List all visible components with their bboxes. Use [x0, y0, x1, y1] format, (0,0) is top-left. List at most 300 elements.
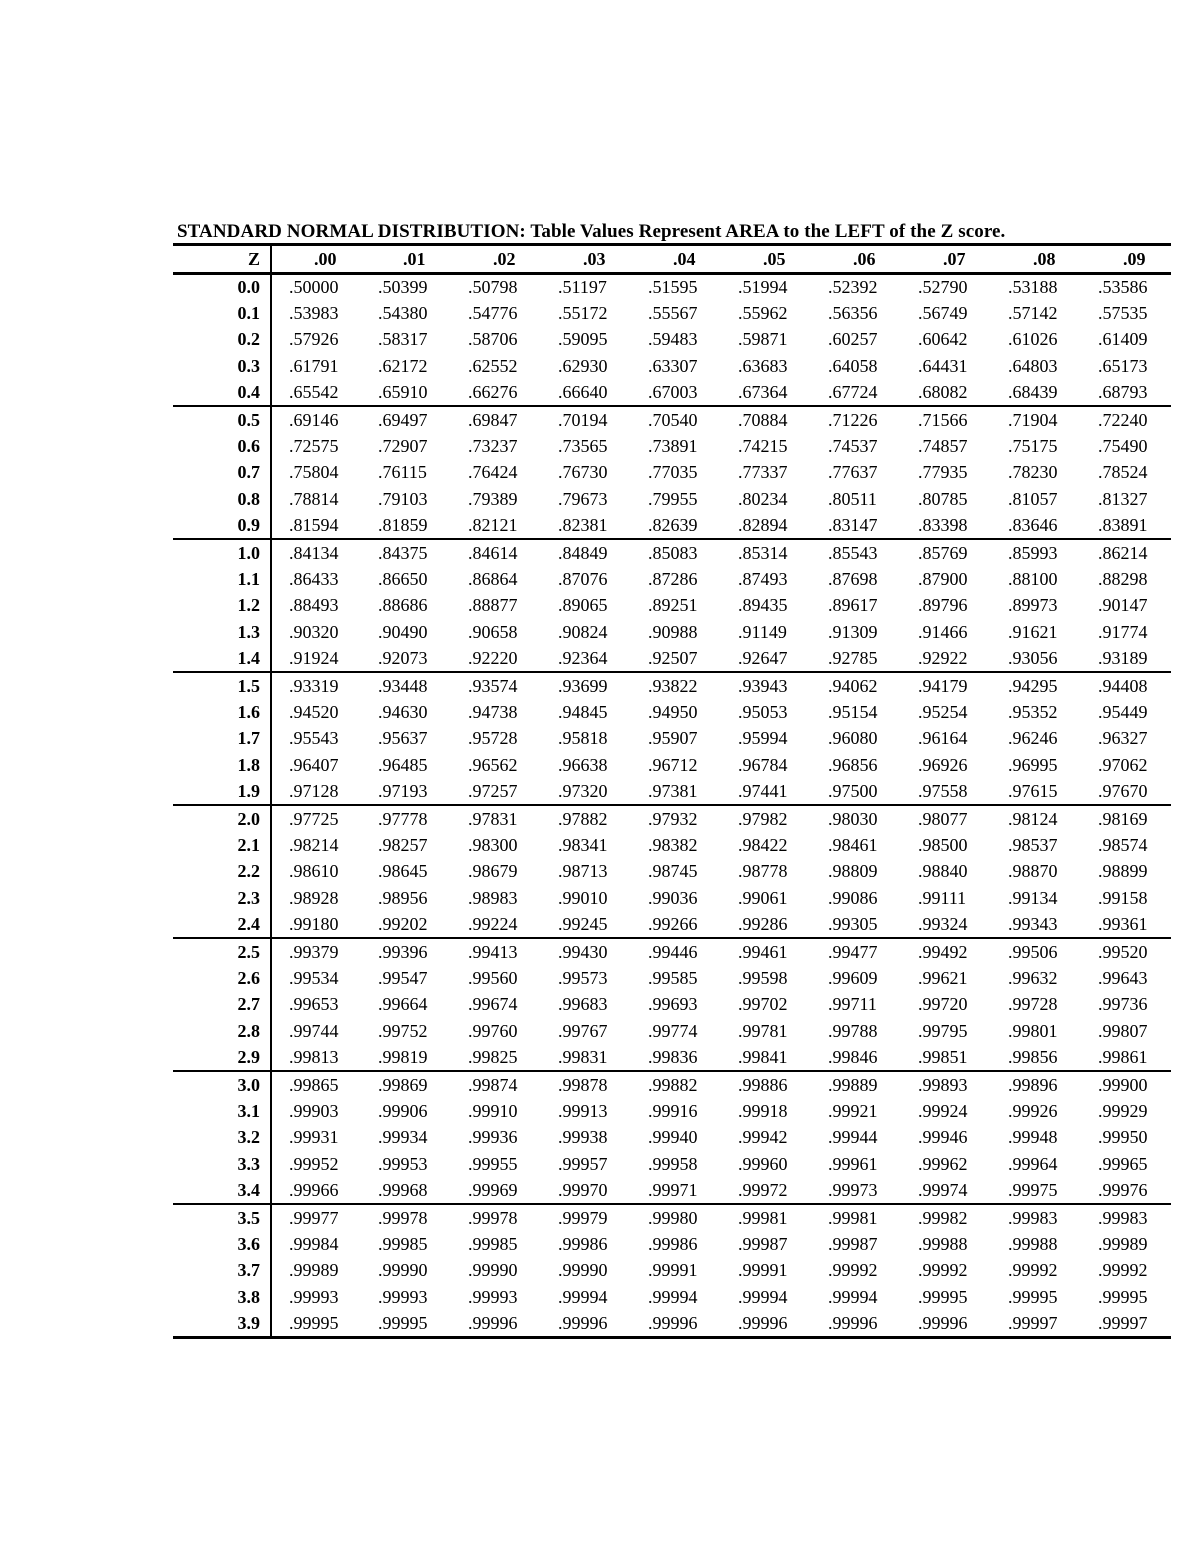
probability-cell: .82381: [541, 513, 631, 540]
probability-cell: .89617: [828, 595, 878, 616]
probability-cell: .99245: [541, 912, 631, 939]
probability-cell: .99683: [558, 994, 608, 1015]
probability-cell: .99865: [289, 1074, 339, 1095]
probability-cell: .99801: [1008, 1020, 1058, 1041]
table-row: [173, 1311, 1171, 1338]
probability-cell: .99965: [1098, 1153, 1148, 1174]
probability-cell: .97441: [721, 779, 811, 806]
probability-cell: .71904: [1008, 409, 1058, 430]
probability-cell: .99520: [1098, 941, 1148, 962]
table-row: [173, 380, 1171, 407]
probability-cell: .75804: [289, 462, 339, 483]
probability-cell: .99874: [468, 1074, 518, 1095]
probability-cell: .54776: [468, 302, 518, 323]
probability-cell: .57535: [1098, 302, 1148, 323]
z-value-cell: 0.2: [173, 327, 271, 354]
probability-cell: .52392: [828, 277, 878, 298]
probability-cell: .99774: [648, 1020, 698, 1041]
probability-cell: .99986: [648, 1233, 698, 1254]
probability-cell: .63307: [648, 356, 698, 377]
probability-cell: .99795: [918, 1020, 968, 1041]
probability-cell: .91621: [1008, 622, 1058, 643]
probability-cell: .88877: [468, 595, 518, 616]
table-row: [173, 1125, 1171, 1152]
probability-cell: .87900: [918, 568, 968, 589]
probability-cell: .99990: [558, 1260, 608, 1281]
probability-cell: .99446: [648, 941, 698, 962]
z-value-cell: 2.7: [173, 992, 271, 1019]
probability-cell: .99534: [289, 967, 339, 988]
probability-cell: .62552: [468, 356, 518, 377]
probability-cell: .99886: [738, 1074, 788, 1095]
probability-cell: .52790: [918, 277, 968, 298]
probability-cell: .99931: [289, 1127, 339, 1148]
probability-cell: .99992: [1098, 1260, 1148, 1281]
table-row: [173, 672, 1171, 699]
table-row: [173, 832, 1171, 859]
probability-cell: .89251: [648, 595, 698, 616]
probability-cell: .86433: [289, 568, 339, 589]
probability-cell: .75175: [1008, 435, 1058, 456]
probability-cell: .88493: [289, 595, 339, 616]
probability-cell: .97257: [451, 779, 541, 806]
probability-cell: .99767: [558, 1020, 608, 1041]
probability-cell: .99781: [738, 1020, 788, 1041]
probability-cell: .68793: [1081, 380, 1171, 407]
probability-cell: .90658: [468, 622, 518, 643]
probability-cell: .82121: [451, 513, 541, 540]
probability-cell: .99702: [738, 994, 788, 1015]
z-value-cell: 0.0: [173, 274, 271, 301]
probability-cell: .91309: [828, 622, 878, 643]
probability-cell: .93574: [468, 675, 518, 696]
probability-cell: .73565: [558, 435, 608, 456]
probability-cell: .99996: [721, 1311, 811, 1338]
probability-cell: .99598: [738, 967, 788, 988]
probability-cell: .99991: [648, 1260, 698, 1281]
probability-cell: .53586: [1098, 277, 1148, 298]
probability-cell: .98382: [648, 834, 698, 855]
probability-cell: .85993: [1008, 542, 1058, 563]
probability-cell: .84375: [378, 542, 428, 563]
probability-cell: .99736: [1098, 994, 1148, 1015]
z-value-cell: 0.1: [173, 300, 271, 327]
probability-cell: .98645: [378, 861, 428, 882]
table-row: [173, 912, 1171, 939]
column-header: .04: [631, 245, 721, 274]
probability-cell: .99961: [828, 1153, 878, 1174]
table-row: [173, 805, 1171, 832]
probability-cell: .69497: [378, 409, 428, 430]
probability-cell: .99693: [648, 994, 698, 1015]
probability-cell: .89796: [918, 595, 968, 616]
probability-cell: .54380: [378, 302, 428, 323]
probability-cell: .71226: [828, 409, 878, 430]
z-value-cell: 0.9: [173, 513, 271, 540]
probability-cell: .99744: [289, 1020, 339, 1041]
table-row: [173, 353, 1171, 380]
probability-cell: .94738: [468, 701, 518, 722]
probability-cell: .63683: [738, 356, 788, 377]
table-row: [173, 1284, 1171, 1311]
probability-cell: .99989: [1098, 1233, 1148, 1254]
probability-cell: .99988: [918, 1233, 968, 1254]
probability-cell: .98537: [1008, 834, 1058, 855]
probability-cell: .65173: [1098, 356, 1148, 377]
probability-cell: .66640: [541, 380, 631, 407]
probability-cell: .98574: [1098, 834, 1148, 855]
table-row: [173, 274, 1171, 301]
probability-cell: .61026: [1008, 329, 1058, 350]
probability-cell: .79103: [378, 489, 428, 510]
z-table: [173, 243, 1171, 1339]
probability-cell: .81594: [271, 513, 361, 540]
probability-cell: .99996: [451, 1311, 541, 1338]
probability-cell: .76730: [558, 462, 608, 483]
probability-cell: .80234: [738, 489, 788, 510]
z-value-cell: 0.6: [173, 433, 271, 460]
probability-cell: .98679: [468, 861, 518, 882]
probability-cell: .95352: [1008, 701, 1058, 722]
probability-cell: .99955: [468, 1153, 518, 1174]
probability-cell: .96246: [1008, 728, 1058, 749]
probability-cell: .99889: [828, 1074, 878, 1095]
probability-cell: .96327: [1098, 728, 1148, 749]
table-row: [173, 1151, 1171, 1178]
probability-cell: .93943: [738, 675, 788, 696]
probability-cell: .99992: [918, 1260, 968, 1281]
probability-cell: .90320: [289, 622, 339, 643]
probability-cell: .53983: [289, 302, 339, 323]
probability-cell: .98928: [289, 887, 339, 908]
probability-cell: .73891: [648, 435, 698, 456]
probability-cell: .96485: [378, 754, 428, 775]
probability-cell: .96926: [918, 754, 968, 775]
table-row: [173, 566, 1171, 593]
probability-cell: .89973: [1008, 595, 1058, 616]
probability-cell: .78814: [289, 489, 339, 510]
probability-cell: .96995: [1008, 754, 1058, 775]
probability-cell: .99938: [558, 1127, 608, 1148]
probability-cell: .64803: [1008, 356, 1058, 377]
probability-cell: .97381: [631, 779, 721, 806]
probability-cell: .91924: [271, 646, 361, 673]
probability-cell: .99111: [918, 887, 967, 908]
probability-cell: .85083: [648, 542, 698, 563]
table-row: [173, 1231, 1171, 1258]
probability-cell: .91774: [1098, 622, 1148, 643]
probability-cell: .99180: [271, 912, 361, 939]
probability-cell: .59871: [738, 329, 788, 350]
probability-cell: .99632: [1008, 967, 1058, 988]
z-value-cell: 0.8: [173, 486, 271, 513]
probability-cell: .98610: [289, 861, 339, 882]
table-row: [173, 726, 1171, 753]
probability-cell: .98956: [378, 887, 428, 908]
z-value-cell: 1.8: [173, 752, 271, 779]
probability-cell: .77337: [738, 462, 788, 483]
probability-cell: .98778: [738, 861, 788, 882]
probability-cell: .99929: [1098, 1100, 1148, 1121]
probability-cell: .88298: [1098, 568, 1148, 589]
probability-cell: .98257: [378, 834, 428, 855]
table-row: [173, 1178, 1171, 1205]
probability-cell: .98214: [289, 834, 339, 855]
probability-cell: .76424: [468, 462, 518, 483]
probability-cell: .60642: [918, 329, 968, 350]
probability-cell: .80785: [918, 489, 968, 510]
probability-cell: .99664: [378, 994, 428, 1015]
probability-cell: .61409: [1098, 329, 1148, 350]
probability-cell: .73237: [468, 435, 518, 456]
column-header: .01: [361, 245, 451, 274]
probability-cell: .99924: [918, 1100, 968, 1121]
probability-cell: .99984: [289, 1233, 339, 1254]
probability-cell: .96784: [738, 754, 788, 775]
probability-cell: .99430: [558, 941, 608, 962]
probability-cell: .97932: [648, 808, 698, 829]
probability-cell: .84614: [468, 542, 518, 563]
probability-cell: .99841: [721, 1045, 811, 1072]
probability-cell: .67364: [721, 380, 811, 407]
probability-cell: .97831: [468, 808, 518, 829]
probability-cell: .99976: [1081, 1178, 1171, 1205]
probability-cell: .58706: [468, 329, 518, 350]
probability-cell: .99980: [648, 1207, 698, 1228]
probability-cell: .60257: [828, 329, 878, 350]
z-value-cell: 0.4: [173, 380, 271, 407]
probability-cell: .95637: [378, 728, 428, 749]
probability-cell: .94408: [1098, 675, 1148, 696]
probability-cell: .93319: [289, 675, 339, 696]
probability-cell: .99720: [918, 994, 968, 1015]
table-row: [173, 992, 1171, 1019]
probability-cell: .55567: [648, 302, 698, 323]
probability-cell: .97725: [289, 808, 339, 829]
z-value-cell: 3.4: [173, 1178, 271, 1205]
probability-cell: .99981: [738, 1207, 788, 1228]
probability-cell: .99643: [1098, 967, 1148, 988]
probability-cell: .98341: [558, 834, 608, 855]
probability-cell: .90147: [1098, 595, 1148, 616]
probability-cell: .99993: [468, 1286, 518, 1307]
probability-cell: .99461: [738, 941, 788, 962]
page-title: STANDARD NORMAL DISTRIBUTION: Table Values Represent AREA to the LEFT of the Z score.: [177, 221, 1006, 242]
probability-cell: .99997: [1081, 1311, 1171, 1338]
column-header: .03: [541, 245, 631, 274]
probability-cell: .99893: [918, 1074, 968, 1095]
probability-cell: .94845: [558, 701, 608, 722]
probability-cell: .99906: [378, 1100, 428, 1121]
probability-cell: .99986: [558, 1233, 608, 1254]
z-value-cell: 3.3: [173, 1151, 271, 1178]
probability-cell: .62172: [378, 356, 428, 377]
probability-cell: .99286: [721, 912, 811, 939]
z-value-cell: 1.5: [173, 672, 271, 699]
probability-cell: .99573: [558, 967, 608, 988]
table-row: [173, 593, 1171, 620]
probability-cell: .86214: [1098, 542, 1148, 563]
probability-cell: .50000: [289, 277, 339, 298]
probability-cell: .99819: [361, 1045, 451, 1072]
probability-cell: .97882: [558, 808, 608, 829]
probability-cell: .85769: [918, 542, 968, 563]
probability-cell: .98745: [648, 861, 698, 882]
probability-cell: .83147: [811, 513, 901, 540]
probability-cell: .99948: [1008, 1127, 1058, 1148]
probability-cell: .99813: [271, 1045, 361, 1072]
table-row: [173, 938, 1171, 965]
probability-cell: .56749: [918, 302, 968, 323]
probability-cell: .93056: [991, 646, 1081, 673]
probability-cell: .97062: [1098, 754, 1148, 775]
probability-cell: .82639: [631, 513, 721, 540]
probability-cell: .51994: [738, 277, 788, 298]
table-row: [173, 1071, 1171, 1098]
probability-cell: .71566: [918, 409, 968, 430]
z-value-cell: 2.0: [173, 805, 271, 832]
probability-cell: .76115: [378, 462, 427, 483]
table-row: [173, 1098, 1171, 1125]
z-value-cell: 1.4: [173, 646, 271, 673]
probability-cell: .87698: [828, 568, 878, 589]
probability-cell: .99825: [451, 1045, 541, 1072]
probability-cell: .99882: [648, 1074, 698, 1095]
probability-cell: .89065: [558, 595, 608, 616]
probability-cell: .79389: [468, 489, 518, 510]
column-header: .05: [721, 245, 811, 274]
table-row: [173, 486, 1171, 513]
z-value-cell: 0.5: [173, 406, 271, 433]
probability-cell: .51595: [648, 277, 698, 298]
probability-cell: .95907: [648, 728, 698, 749]
probability-cell: .81327: [1098, 489, 1148, 510]
probability-cell: .55172: [558, 302, 608, 323]
probability-cell: .99964: [1008, 1153, 1058, 1174]
probability-cell: .99966: [271, 1178, 361, 1205]
probability-cell: .99987: [738, 1233, 788, 1254]
probability-cell: .95154: [828, 701, 878, 722]
probability-cell: .99752: [378, 1020, 428, 1041]
probability-cell: .79955: [648, 489, 698, 510]
probability-cell: .86864: [468, 568, 518, 589]
probability-cell: .72575: [289, 435, 339, 456]
probability-cell: .99977: [289, 1207, 339, 1228]
probability-cell: .93189: [1081, 646, 1171, 673]
probability-cell: .86650: [378, 568, 428, 589]
column-header: .08: [991, 245, 1081, 274]
probability-cell: .85314: [738, 542, 788, 563]
probability-cell: .99996: [541, 1311, 631, 1338]
table-row: [173, 619, 1171, 646]
probability-cell: .99547: [378, 967, 428, 988]
probability-cell: .91466: [918, 622, 968, 643]
z-value-cell: 0.7: [173, 460, 271, 487]
probability-cell: .94950: [648, 701, 698, 722]
probability-cell: .99674: [468, 994, 518, 1015]
z-value-cell: 1.3: [173, 619, 271, 646]
table-row: [173, 779, 1171, 806]
probability-cell: .99266: [631, 912, 721, 939]
probability-cell: .98809: [828, 861, 878, 882]
probability-cell: .99988: [1008, 1233, 1058, 1254]
probability-cell: .96712: [648, 754, 698, 775]
probability-cell: .99878: [558, 1074, 608, 1095]
probability-cell: .99831: [541, 1045, 631, 1072]
probability-cell: .65542: [271, 380, 361, 407]
probability-cell: .72907: [378, 435, 428, 456]
probability-cell: .85543: [828, 542, 878, 563]
probability-cell: .93448: [378, 675, 428, 696]
z-value-cell: 2.5: [173, 938, 271, 965]
probability-cell: .99995: [361, 1311, 451, 1338]
probability-cell: .99760: [468, 1020, 518, 1041]
probability-cell: .99994: [738, 1286, 788, 1307]
z-value-cell: 3.5: [173, 1204, 271, 1231]
probability-cell: .50798: [468, 277, 518, 298]
probability-cell: .99861: [1081, 1045, 1171, 1072]
probability-cell: .99970: [541, 1178, 631, 1205]
probability-cell: .98500: [918, 834, 968, 855]
probability-cell: .95254: [918, 701, 968, 722]
probability-cell: .92364: [541, 646, 631, 673]
probability-cell: .99979: [558, 1207, 608, 1228]
probability-cell: .99993: [378, 1286, 428, 1307]
z-value-cell: 1.2: [173, 593, 271, 620]
probability-cell: .99921: [828, 1100, 878, 1121]
probability-cell: .84134: [289, 542, 339, 563]
probability-cell: .93822: [648, 675, 698, 696]
probability-cell: .72240: [1098, 409, 1148, 430]
probability-cell: .82894: [721, 513, 811, 540]
probability-cell: .57142: [1008, 302, 1058, 323]
probability-cell: .95449: [1098, 701, 1148, 722]
z-value-cell: 0.3: [173, 353, 271, 380]
probability-cell: .99978: [468, 1207, 518, 1228]
table-row: [173, 1018, 1171, 1045]
probability-cell: .99960: [738, 1153, 788, 1174]
probability-cell: .97982: [738, 808, 788, 829]
probability-cell: .92922: [901, 646, 991, 673]
probability-cell: .98840: [918, 861, 968, 882]
probability-cell: .99413: [468, 941, 518, 962]
probability-cell: .99379: [289, 941, 339, 962]
z-value-cell: 2.4: [173, 912, 271, 939]
z-table-header: [173, 245, 1171, 274]
probability-cell: .83398: [901, 513, 991, 540]
probability-cell: .99958: [648, 1153, 698, 1174]
probability-cell: .99361: [1081, 912, 1171, 939]
probability-cell: .95994: [738, 728, 788, 749]
probability-cell: .99934: [378, 1127, 428, 1148]
probability-cell: .99653: [289, 994, 339, 1015]
probability-cell: .83891: [1081, 513, 1171, 540]
probability-cell: .97558: [901, 779, 991, 806]
probability-cell: .77637: [828, 462, 878, 483]
probability-cell: .94520: [289, 701, 339, 722]
probability-cell: .98422: [738, 834, 788, 855]
probability-cell: .99621: [918, 967, 968, 988]
probability-cell: .94062: [828, 675, 878, 696]
probability-cell: .97778: [378, 808, 428, 829]
table-row: [173, 327, 1171, 354]
probability-cell: .64431: [918, 356, 968, 377]
probability-cell: .94179: [918, 675, 968, 696]
probability-cell: .98169: [1098, 808, 1148, 829]
probability-cell: .98077: [918, 808, 968, 829]
probability-cell: .99609: [828, 967, 878, 988]
probability-cell: .99995: [271, 1311, 361, 1338]
